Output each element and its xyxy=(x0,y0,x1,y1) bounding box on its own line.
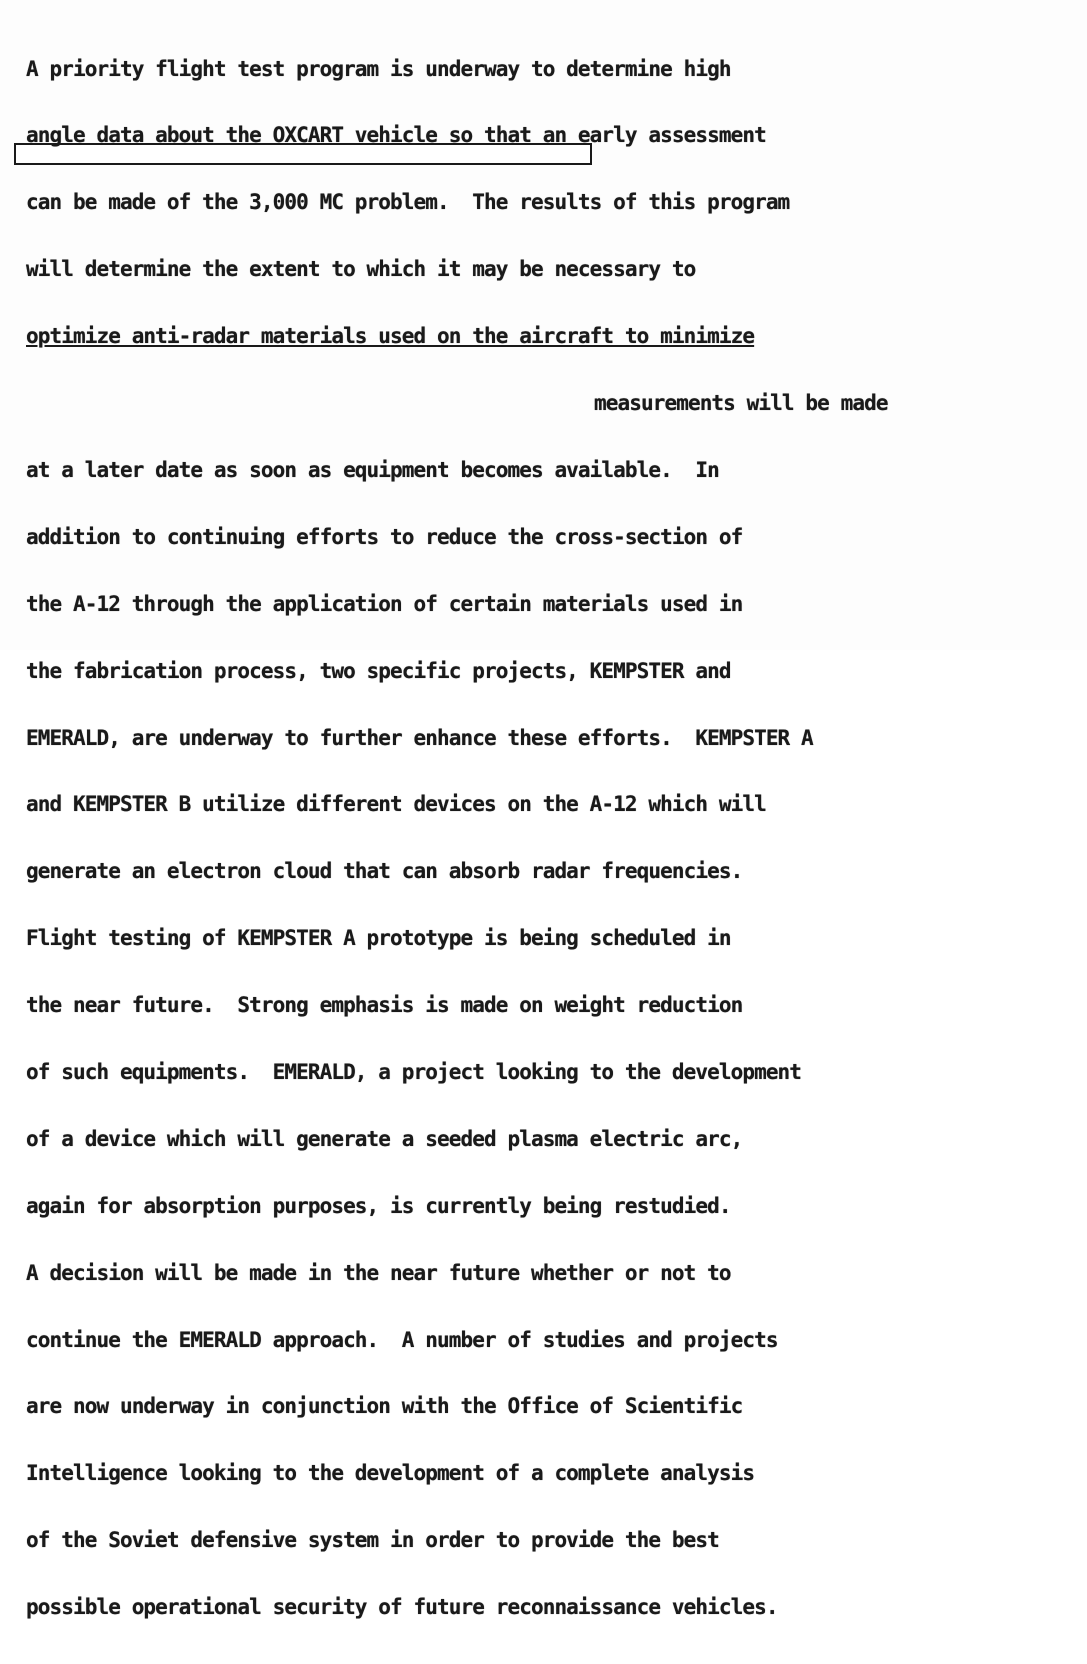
text-line: the fabrication process, two specific projects, KEMPSTER and xyxy=(26,658,731,683)
text-line: can be made of the 3,000 MC problem. The results of this program xyxy=(26,190,790,215)
text-line: A priority flight test program is underway to determine high xyxy=(26,56,731,81)
text-line: will determine the extent to which it may be necessary to xyxy=(26,257,696,282)
text-line: at a later date as soon as equipment becomes available. In xyxy=(26,457,719,482)
text-line: continue the EMERALD approach. A number of studies and projects xyxy=(26,1327,778,1352)
text-line: of such equipments. EMERALD, a project looking to the development xyxy=(26,1059,802,1084)
text-line: angle data about the OXCART vehicle so that an early assessment xyxy=(26,123,766,148)
text-line: are now underway in conjunction with the Office of Scientific xyxy=(26,1394,743,1419)
text-line: possible operational security of future reconnaissance vehicles. xyxy=(26,1595,778,1620)
document-text xyxy=(26,13,1076,1663)
text-line: the A-12 through the application of certain materials used in xyxy=(26,591,743,616)
text-line: A decision will be made in the near future whether or not to xyxy=(26,1260,731,1285)
text-line: the near future. Strong emphasis is made on weight reduction xyxy=(26,993,743,1018)
text-line: and KEMPSTER B utilize different devices on the A-12 which will xyxy=(26,792,766,817)
text-line: Flight testing of KEMPSTER A prototype is being scheduled in xyxy=(26,926,731,951)
text-line: Intelligence looking to the development of a complete analysis xyxy=(26,1461,755,1486)
text-line: generate an electron cloud that can absorb radar frequencies. xyxy=(26,859,743,884)
text-line: optimize anti-radar materials used on the aircraft to minimize xyxy=(26,324,755,349)
text-line: EMERALD, are underway to further enhance these efforts. KEMPSTER A xyxy=(26,725,813,750)
text-line: addition to continuing efforts to reduce the cross-section of xyxy=(26,524,743,549)
text-line: measurements will be made xyxy=(594,391,888,416)
text-line: again for absorption purposes, is currently being restudied. xyxy=(26,1193,731,1218)
text-line: of the Soviet defensive system in order to provide the best xyxy=(26,1528,719,1553)
text-line: of a device which will generate a seeded plasma electric arc, xyxy=(26,1126,743,1151)
